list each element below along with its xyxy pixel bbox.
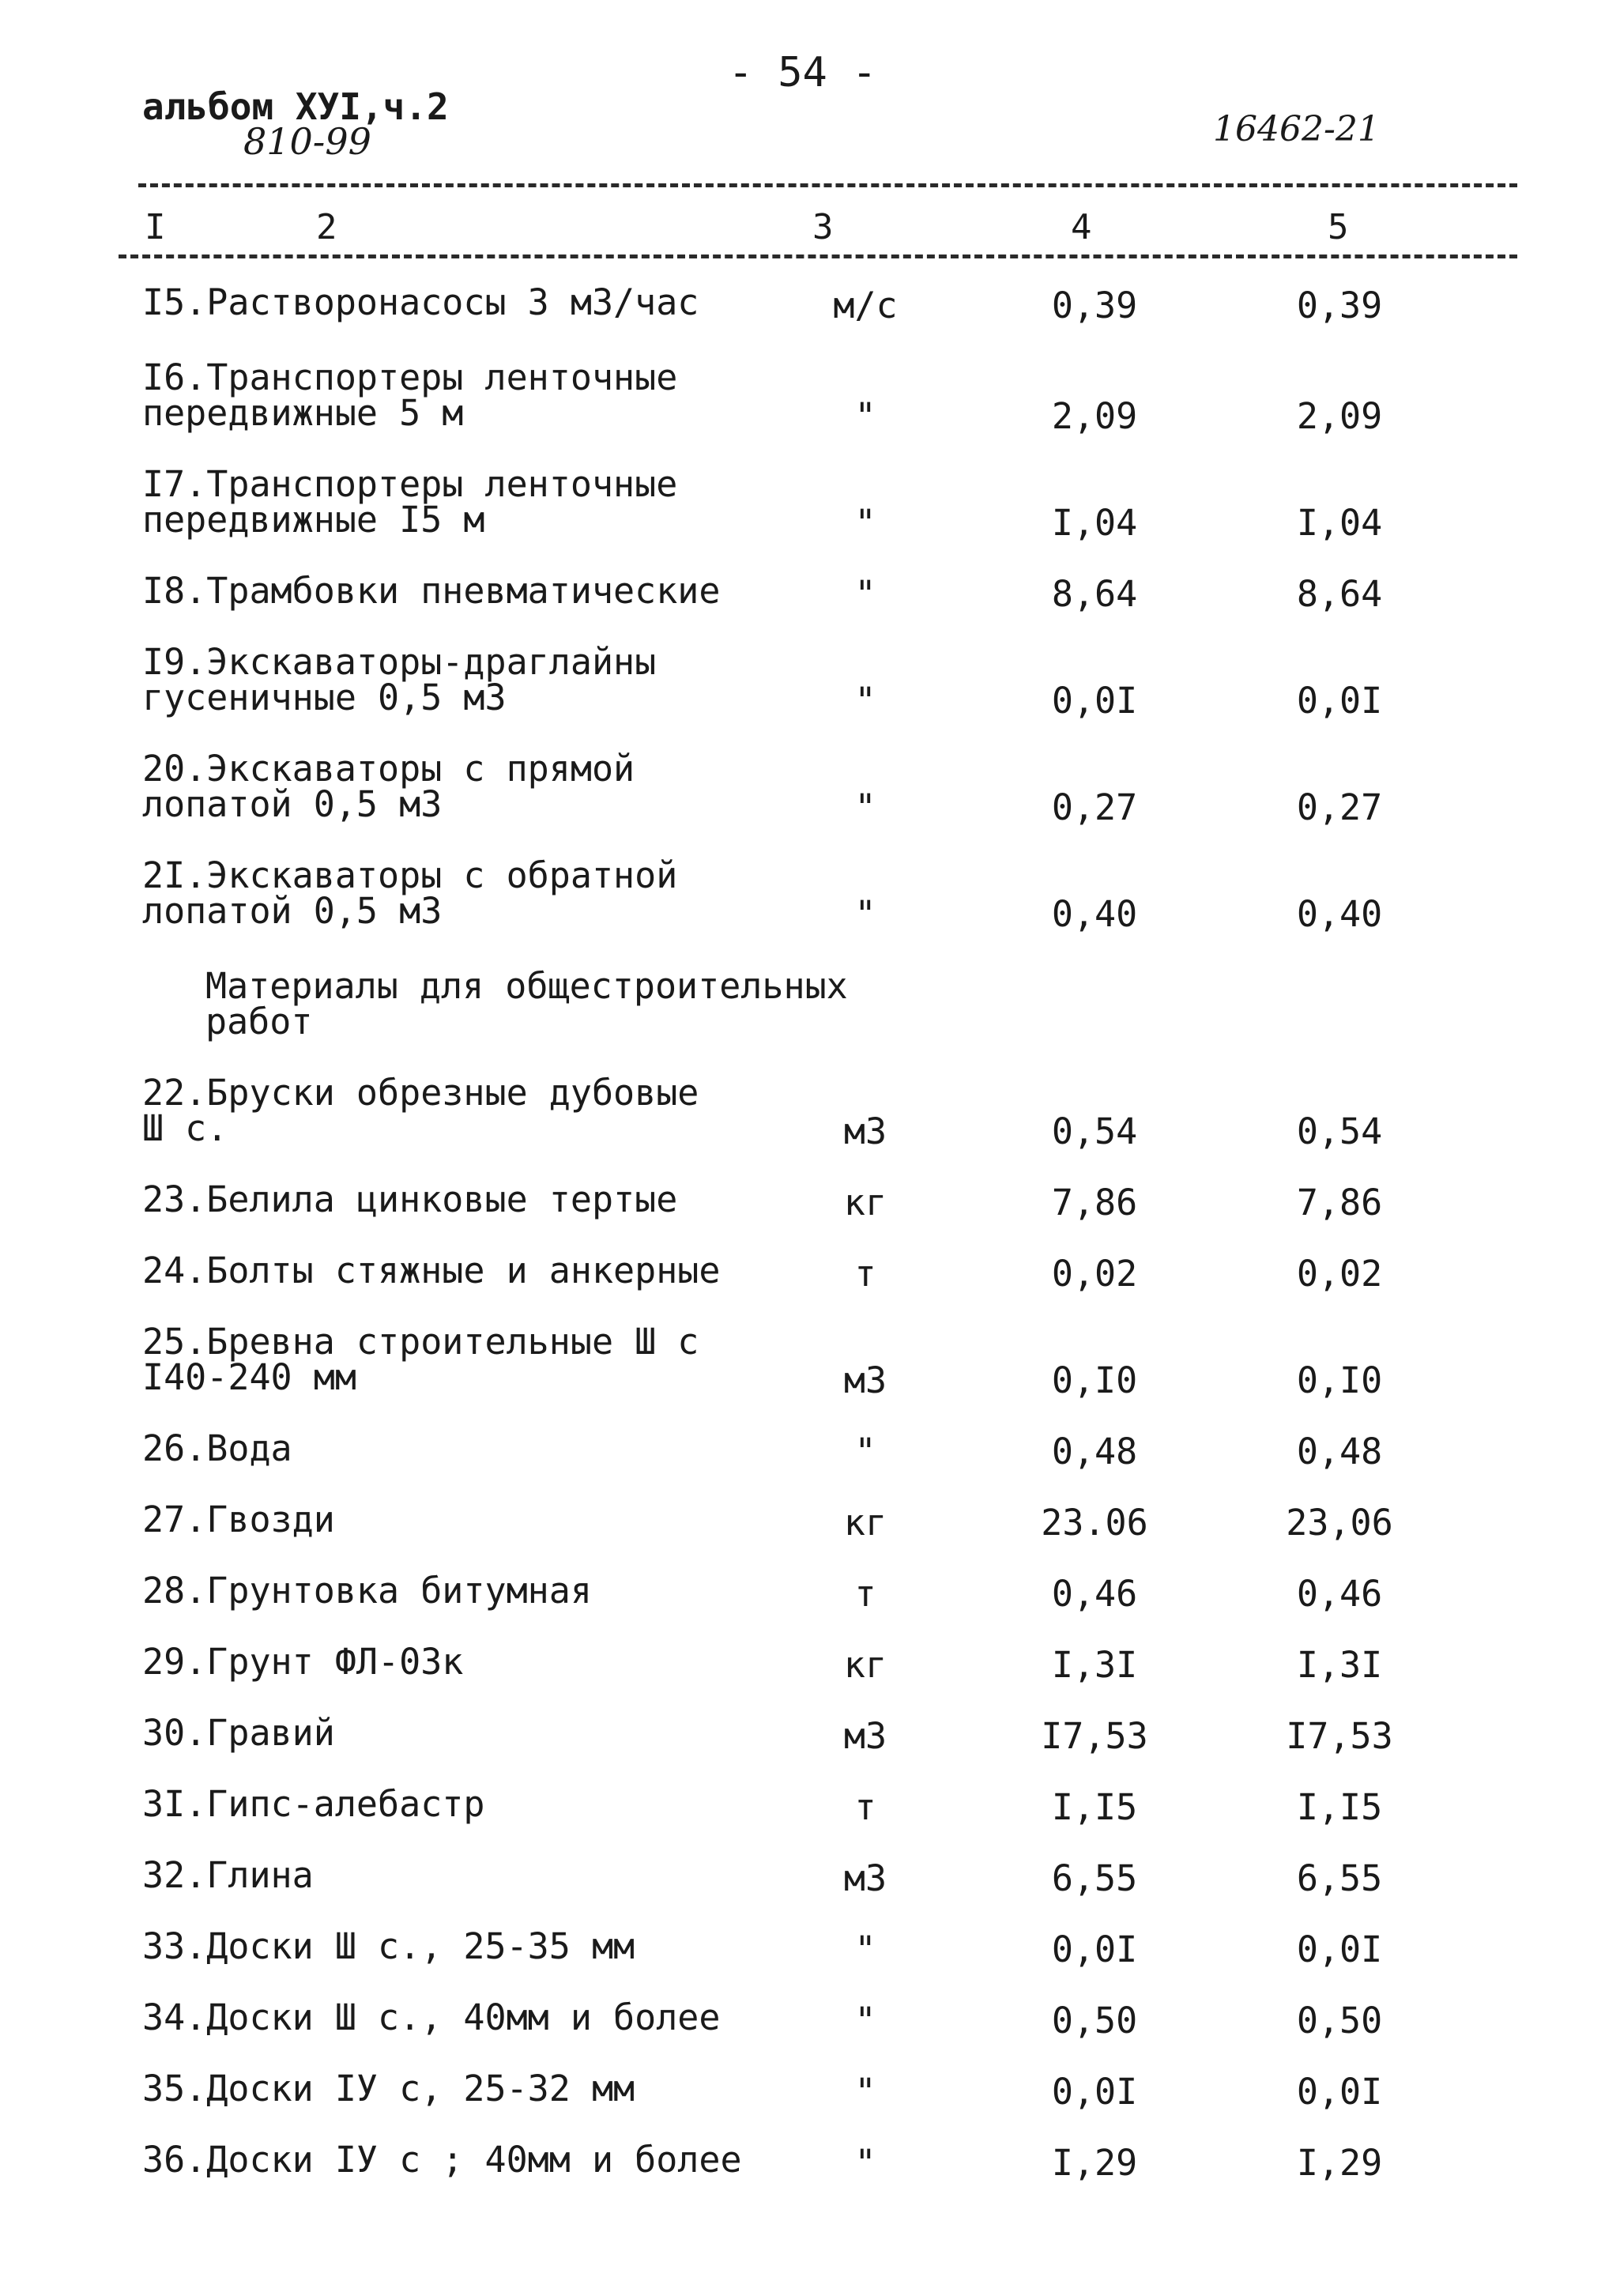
item-name: 27.Гвозди: [142, 1499, 335, 1540]
item-value-col5: 0,40: [1296, 893, 1383, 935]
item-unit: м3: [843, 1857, 887, 1899]
item-value-col5: 0,54: [1296, 1110, 1383, 1152]
item-name: 34.Доски Ш с., 40мм и более: [142, 1996, 721, 2038]
item-value-col4: 0,I0: [1051, 1359, 1138, 1401]
item-value-col4: I,04: [1051, 502, 1138, 544]
item-unit: ": [854, 1928, 876, 1970]
item-unit: ": [854, 786, 876, 828]
item-value-col4: 0,48: [1051, 1431, 1138, 1472]
item-value-col5: 23,06: [1286, 1502, 1393, 1544]
item-name: 30.Гравий: [142, 1712, 335, 1754]
item-value-col4: 0,40: [1051, 893, 1138, 935]
item-value-col4: I7,53: [1041, 1715, 1148, 1757]
item-name: I9.Экскаваторы-драглайны гусеничные 0,5 м3: [142, 641, 657, 718]
item-unit: кг: [843, 1644, 887, 1686]
item-value-col5: I,3I: [1296, 1644, 1383, 1686]
item-unit: т: [854, 1786, 876, 1828]
item-unit: ": [854, 502, 876, 544]
item-value-col4: 2,09: [1051, 395, 1138, 437]
item-value-col5: 0,0I: [1296, 680, 1383, 722]
item-name: 22.Бруски обрезные дубовые Ш с.: [142, 1072, 699, 1149]
item-value-col5: 0,50: [1296, 2000, 1383, 2042]
item-value-col5: I,29: [1296, 2142, 1383, 2184]
item-value-col5: 0,48: [1296, 1431, 1383, 1472]
item-value-col4: 8,64: [1051, 573, 1138, 615]
item-value-col5: 8,64: [1296, 573, 1383, 615]
item-name: 20.Экскаваторы с прямой лопатой 0,5 м3: [142, 748, 635, 825]
item-value-col4: 0,27: [1051, 786, 1138, 828]
item-value-col4: 6,55: [1051, 1857, 1138, 1899]
item-name: 23.Белила цинковые тертые: [142, 1178, 678, 1220]
item-name: 35.Доски IУ с, 25-32 мм: [142, 2068, 635, 2109]
item-unit: м/с: [833, 285, 898, 326]
item-value-col4: 0,39: [1051, 285, 1138, 326]
item-value-col5: 6,55: [1296, 1857, 1383, 1899]
item-unit: ": [854, 395, 876, 437]
column-number-3: 3: [812, 207, 834, 247]
item-name: I8.Трамбовки пневматические: [142, 570, 721, 612]
item-unit: ": [854, 2071, 876, 2113]
item-value-col4: I,I5: [1051, 1786, 1138, 1828]
item-unit: ": [854, 680, 876, 722]
item-value-col4: 0,0I: [1051, 2071, 1138, 2113]
item-unit: ": [854, 573, 876, 615]
item-name: 26.Вода: [142, 1427, 292, 1469]
item-value-col4: 7,86: [1051, 1182, 1138, 1223]
item-value-col5: I7,53: [1286, 1715, 1393, 1757]
item-value-col5: I,I5: [1296, 1786, 1383, 1828]
item-unit: кг: [843, 1502, 887, 1544]
item-unit: ": [854, 2000, 876, 2042]
item-unit: т: [854, 1573, 876, 1615]
item-name: 29.Грунт ФЛ-03к: [142, 1641, 464, 1683]
item-name: 33.Доски Ш с., 25-35 мм: [142, 1925, 635, 1967]
item-unit: м3: [843, 1110, 887, 1152]
album-code: 810-99: [243, 120, 371, 163]
item-value-col5: 0,I0: [1296, 1359, 1383, 1401]
item-unit: т: [854, 1253, 876, 1295]
item-name: 3I.Гипс-алебастр: [142, 1783, 485, 1825]
item-unit: м3: [843, 1359, 887, 1401]
header-divider-bottom: [119, 254, 1517, 258]
item-unit: ": [854, 1431, 876, 1472]
item-value-col5: 0,39: [1296, 285, 1383, 326]
column-number-2: 2: [316, 207, 337, 247]
item-value-col4: 23.06: [1041, 1502, 1148, 1544]
item-unit: ": [854, 893, 876, 935]
item-name: 25.Бревна строительные Ш с I40-240 мм: [142, 1321, 699, 1398]
item-value-col4: 0,46: [1051, 1573, 1138, 1615]
item-name: I7.Транспортеры ленточные передвижные I5 м: [142, 463, 678, 541]
item-value-col5: 2,09: [1296, 395, 1383, 437]
item-value-col4: 0,54: [1051, 1110, 1138, 1152]
item-name: 36.Доски IУ с ; 40мм и более: [142, 2139, 742, 2181]
column-number-1: I: [145, 207, 166, 247]
item-value-col5: 0,0I: [1296, 1928, 1383, 1970]
item-value-col4: 0,0I: [1051, 680, 1138, 722]
item-value-col5: 7,86: [1296, 1182, 1383, 1223]
item-unit: кг: [843, 1182, 887, 1223]
album-label: альбом ХУI,ч.2: [142, 85, 449, 128]
item-value-col4: 0,02: [1051, 1253, 1138, 1295]
column-number-4: 4: [1071, 207, 1092, 247]
item-name: 2I.Экскаваторы с обратной лопатой 0,5 м3: [142, 854, 678, 932]
item-unit: ": [854, 2142, 876, 2184]
item-value-col5: 0,0I: [1296, 2071, 1383, 2113]
item-name: 32.Глина: [142, 1854, 314, 1896]
page-number: - 54 -: [728, 49, 877, 96]
item-value-col4: I,29: [1051, 2142, 1138, 2184]
item-value-col4: 0,50: [1051, 2000, 1138, 2042]
item-name: 24.Болты стяжные и анкерные: [142, 1250, 721, 1291]
item-name: I5.Растворонасосы 3 м3/час: [142, 281, 699, 323]
item-value-col5: I,04: [1296, 502, 1383, 544]
item-value-col4: 0,0I: [1051, 1928, 1138, 1970]
item-value-col5: 0,27: [1296, 786, 1383, 828]
section-heading: Материалы для общестроительных работ: [205, 965, 848, 1042]
item-name: I6.Транспортеры ленточные передвижные 5 м: [142, 356, 678, 434]
item-value-col5: 0,46: [1296, 1573, 1383, 1615]
item-name: 28.Грунтовка битумная: [142, 1570, 592, 1612]
document-code: 16462-21: [1213, 109, 1380, 149]
header-divider-top: [138, 183, 1517, 187]
item-unit: м3: [843, 1715, 887, 1757]
item-value-col5: 0,02: [1296, 1253, 1383, 1295]
column-number-5: 5: [1328, 207, 1349, 247]
item-value-col4: I,3I: [1051, 1644, 1138, 1686]
